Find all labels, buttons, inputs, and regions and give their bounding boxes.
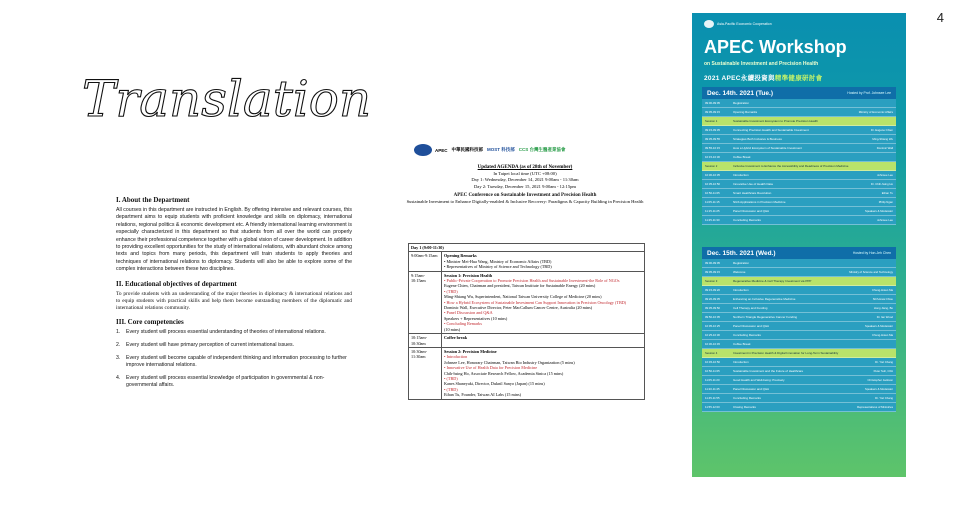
table-row: 11:05-11:20 Good Health and Well-being: Precisely Christopher Jackson — [702, 376, 896, 385]
translation-script-title — [82, 60, 372, 140]
apec-poster-logo: Asia-Pacific Economic Cooperation — [704, 20, 772, 28]
table-row: 9:00am-9:15am Opening Remarks • Minister Mei-Hua Wang, Ministry of Economic Affairs (TBD) • Representatives of Ministry of Science and Technology (TBD) — [409, 252, 645, 271]
apec-workshop-poster — [692, 13, 906, 477]
agenda-table — [408, 243, 645, 400]
table-row: Session 3 Regenerative Medicine & Cell Therapy Investment via PPP — [702, 277, 896, 286]
table-row: 9:15am-10:15am Session 1: Precision Health • Public-Private Cooperation to Promote Precision Health and Sustainable Investment-the Role of NGOs Eugene Chien, Chairman and president, Taiwan Institute for Sustainable Energy (20 mins) • (TBD) Ming-Shiang Wu, Superintendent, National Taiwan University College of Medicine (20 mins) • How a Hybrid Ecosystem of Sustainable Investment Can Support Innovation in Precision Oncology (TBD) Dominic Wall, Executive Director, Peter MacCallum Cancer Centre, Australia (20 mins) • Panel Discussion and Q&A Speakers + Representatives (10 mins) • Concluding Remarks (10 mins) — [409, 271, 645, 333]
table-row: 10:30-10:35 Introduction Johnsee Lee — [702, 171, 896, 180]
department-document — [116, 190, 352, 395]
table-row: 11:05-11:15 NGS Applications in Precision Medicine Philip Ngan — [702, 198, 896, 207]
poster-subtitle: on Sustainable Investment and Precision Health — [704, 61, 819, 67]
table-row: 09:50-10:05 Northern Triangle Regenerative Cancer Funding Dr. Ian Wood — [702, 313, 896, 322]
agenda-title: Updated AGENDA (as of 28th of November) — [477, 165, 573, 170]
table-row: 10:15am-10:30am Coffee break — [409, 334, 645, 348]
table-row: 10:30am-11:30am Session 2: Precision Medicine • Introduction Johnsee Lee, Honorary Chairman, Taiwan Bio Industry Organization (5 mins) • Innovative Use of Health Data for Precision Medicine Chih-hsing Ho, Associate Research Fellow, Academia Sinica (15 mins) • (TBD) Kanes Shaneyaki, Director, Duknil Sanyo (Japan) (15 mins) • (TBD) Ethan Tu, Founder, Taiwan AI Labs (15 mins) — [409, 347, 645, 399]
ccs-logo: CCS 台灣生醫產業協會 — [518, 147, 566, 152]
table-row — [409, 244, 645, 252]
poster-day-2-schedule: Dec. 15th. 2021 (Wed.) Hosted by Hon-Jeh Chen 09:00-09:05 Registration 09:05-09:15 Welcome Ministry of Science and Technology Session 3 Regenerative Medicine & Cell Therapy Investment via PPP 09:15-09:20 Introduction Chung-Hsien Ma 09:20-09:35 Enhancing an Inclusive Regenerative Medicine Shih-Hwa Chiou 09:35-09:50 Cell Therapy and Funding Hong Jiang, Bo 09:50-10:05 Northern Triangle Regenerative Cancer Funding Dr. Ian Wood 10:05-10:25 Panel Discussion and Q&A Speakers & Moderator 10:25-10:30 Concluding Remarks Chung-Hsien Ma 10:30-10:45 Coffee Break Session 4 Investment in Precision Health & Digital Innovation for Long-Term Sustainability 10:45-10:50 Introduction Dr. Yiel Chang 10:50-11:05 Sustainable Investment and the Future of Healthcare Peter Suh, CFA 11:05-11:20 Good Health and Well-being: Precisely Christopher Jackson 11:20-11:45 Panel Discussion and Q&A Speakers & Moderator 11:45-11:55 Concluding Remarks Dr. Yiel Chang 11:55-12:00 Closing Remarks Representatives of Ministries — [702, 247, 896, 412]
table-row: 11:55-12:00 Closing Remarks Representatives of Ministries — [702, 403, 896, 412]
table-row: 09:35-09:50 Cell Therapy and Funding Hong Jiang, Bo — [702, 304, 896, 313]
competency-list — [116, 329, 352, 389]
section-heading-competencies: III. Core competencies — [116, 317, 184, 326]
table-row: 09:00-09:05 Registration — [702, 99, 896, 108]
day-header: Day 1 (9:00-11:30) — [409, 244, 645, 252]
table-row: 10:30-10:45 Coffee Break — [702, 340, 896, 349]
most-logo: MOST 科技部 — [487, 147, 515, 152]
table-row: 11:25-11:30 Concluding Remarks Johnsee Lee — [702, 216, 896, 225]
agenda-timezone: In Taipei local time (UTC +08:00) — [493, 171, 557, 177]
poster-day-1-schedule: Dec. 14th. 2021 (Tue.) Hosted by Prof. Johnsee Lee 09:00-09:05 Registration 09:05-09:15 Opening Remarks Ministry of Economic Affairs Session 1 Sustainable Investment Ecosystem to Promote Precision Health 09:15-09:35 Connecting Precision Health and Sustainable Investment Dr. Eugene Chien 09:35-09:55 Strategies Both Inclusive & Business Ming-Shiang Wu 09:55-10:15 How a Hybrid Ecosystem of Sustainable Investment Dominic Wall 10:15-10:30 Coffee Break Session 2 Inclusive Investment to Enhance the Accessibility and Readiness of Precision Medicine 10:30-10:35 Introduction Johnsee Lee 10:35-10:50 Innovative Use of Health Data Dr. Chih-hsing Ho 10:50-11:05 Smart Healthcare Revolution Ethan Tu 11:05-11:15 NGS Applications in Precision Medicine Philip Ngan 11:15-11:25 Panel Discussion and Q&A Speakers & Moderator 11:25-11:30 Concluding Remarks Johnsee Lee — [702, 87, 896, 225]
table-row: 09:05-09:15 Opening Remarks Ministry of Economic Affairs — [702, 108, 896, 117]
sponsor-logos — [402, 133, 648, 161]
table-row: 11:45-11:55 Concluding Remarks Dr. Yiel Chang — [702, 394, 896, 403]
agenda-header — [402, 165, 648, 205]
section-heading-objectives: II. Educational objectives of department — [116, 279, 237, 288]
list-item: 2. Every student will have primary perception of current international issues. — [116, 341, 295, 348]
table-row: Session 2 Inclusive Investment to Enhance the Accessibility and Readiness of Precision Medicine — [702, 162, 896, 171]
section-heading-about: I. About the Department — [116, 196, 190, 204]
table-row: 11:15-11:25 Panel Discussion and Q&A Speakers & Moderator — [702, 207, 896, 216]
poster-title: APEC Workshop — [704, 37, 847, 57]
slide-number: 4 — [936, 10, 944, 25]
table-row: 09:15-09:20 Introduction Chung-Hsien Ma — [702, 286, 896, 295]
table-row: 10:15-10:30 Coffee Break — [702, 153, 896, 162]
poster-chinese-title: 2021 APEC永續投資與精準健康研討會 — [704, 75, 823, 82]
table-row: 11:20-11:45 Panel Discussion and Q&A Speakers & Moderator — [702, 385, 896, 394]
agenda-day1: Day 1: Wednesday, December 14, 2021 9:00am - 11:30am — [471, 177, 579, 183]
section-body-about: All courses in this department are instructed in English. By offering intensive and relevant courses, this department aims to equip students with proficient knowledge and skills on diplomacy, international relations, regional politics & economic development etc. A friendly international learning environment is especially characterized in this department so that students from all over the world can properly enhance their professional competence together with a global vision of career development. In addition to providing excellent opportunities for the study of international relations, with abundant choice among texts and topics from many periods, this department will train students to apply theories and techniques of international relations to diplomacy. Students will also be able to explore some of the complex interactions between these two disciplines. — [116, 207, 352, 273]
table-row: 09:15-09:35 Connecting Precision Health and Sustainable Investment Dr. Eugene Chien — [702, 126, 896, 135]
roc-most-logo: 中華民國科技部 — [451, 147, 484, 152]
list-item: 3. Every student will become capable of independent thinking and information processing to further improve international relations. — [116, 354, 347, 368]
table-row: 09:05-09:15 Welcome Ministry of Science and Technology — [702, 268, 896, 277]
conference-subtitle: Sustainable Investment to Enhance Digitally-enabled & Inclusive Recovery: Paradigms & Capacity Building in Precision Health — [406, 199, 644, 205]
section-body-objectives: To provide students with an understanding of the major theories in diplomacy & international relations and to equip students with practical skills and help them become outstanding members of the diplomatic and international relations community. — [116, 290, 352, 311]
list-item: 4. Every student will process essential knowledge of participation in governmental & non-governmental affairs. — [116, 374, 325, 388]
conference-title: APEC Conference on Sustainable Investment and Precision Health — [453, 192, 597, 198]
table-row: 10:50-11:05 Sustainable Investment and the Future of Healthcare Peter Suh, CFA — [702, 367, 896, 376]
table-row: 09:35-09:55 Strategies Both Inclusive & Business Ming-Shiang Wu — [702, 135, 896, 144]
table-row: 10:35-10:50 Innovative Use of Health Data Dr. Chih-hsing Ho — [702, 180, 896, 189]
table-row: 10:50-11:05 Smart Healthcare Revolution Ethan Tu — [702, 189, 896, 198]
translation-title-text: Translation — [82, 70, 372, 128]
agenda-day2: Day 2: Tuesday, December 15, 2021 9:00am - 12:15pm — [473, 183, 577, 189]
table-row: Session 1 Sustainable Investment Ecosystem to Promote Precision Health — [702, 117, 896, 126]
table-row: 09:00-09:05 Registration — [702, 259, 896, 268]
table-row: 09:20-09:35 Enhancing an Inclusive Regenerative Medicine Shih-Hwa Chiou — [702, 295, 896, 304]
agenda-document — [402, 133, 648, 478]
table-row: 10:05-10:25 Panel Discussion and Q&A Speakers & Moderator — [702, 322, 896, 331]
apec-logo: APEC — [414, 144, 448, 156]
list-item: 1. Every student will process essential understanding of theories of international relations. — [116, 328, 326, 335]
table-row: Session 4 Investment in Precision Health & Digital Innovation for Long-Term Sustainability — [702, 349, 896, 358]
table-row: 09:55-10:15 How a Hybrid Ecosystem of Sustainable Investment Dominic Wall — [702, 144, 896, 153]
table-row: 10:45-10:50 Introduction Dr. Yiel Chang — [702, 358, 896, 367]
table-row: 10:25-10:30 Concluding Remarks Chung-Hsien Ma — [702, 331, 896, 340]
